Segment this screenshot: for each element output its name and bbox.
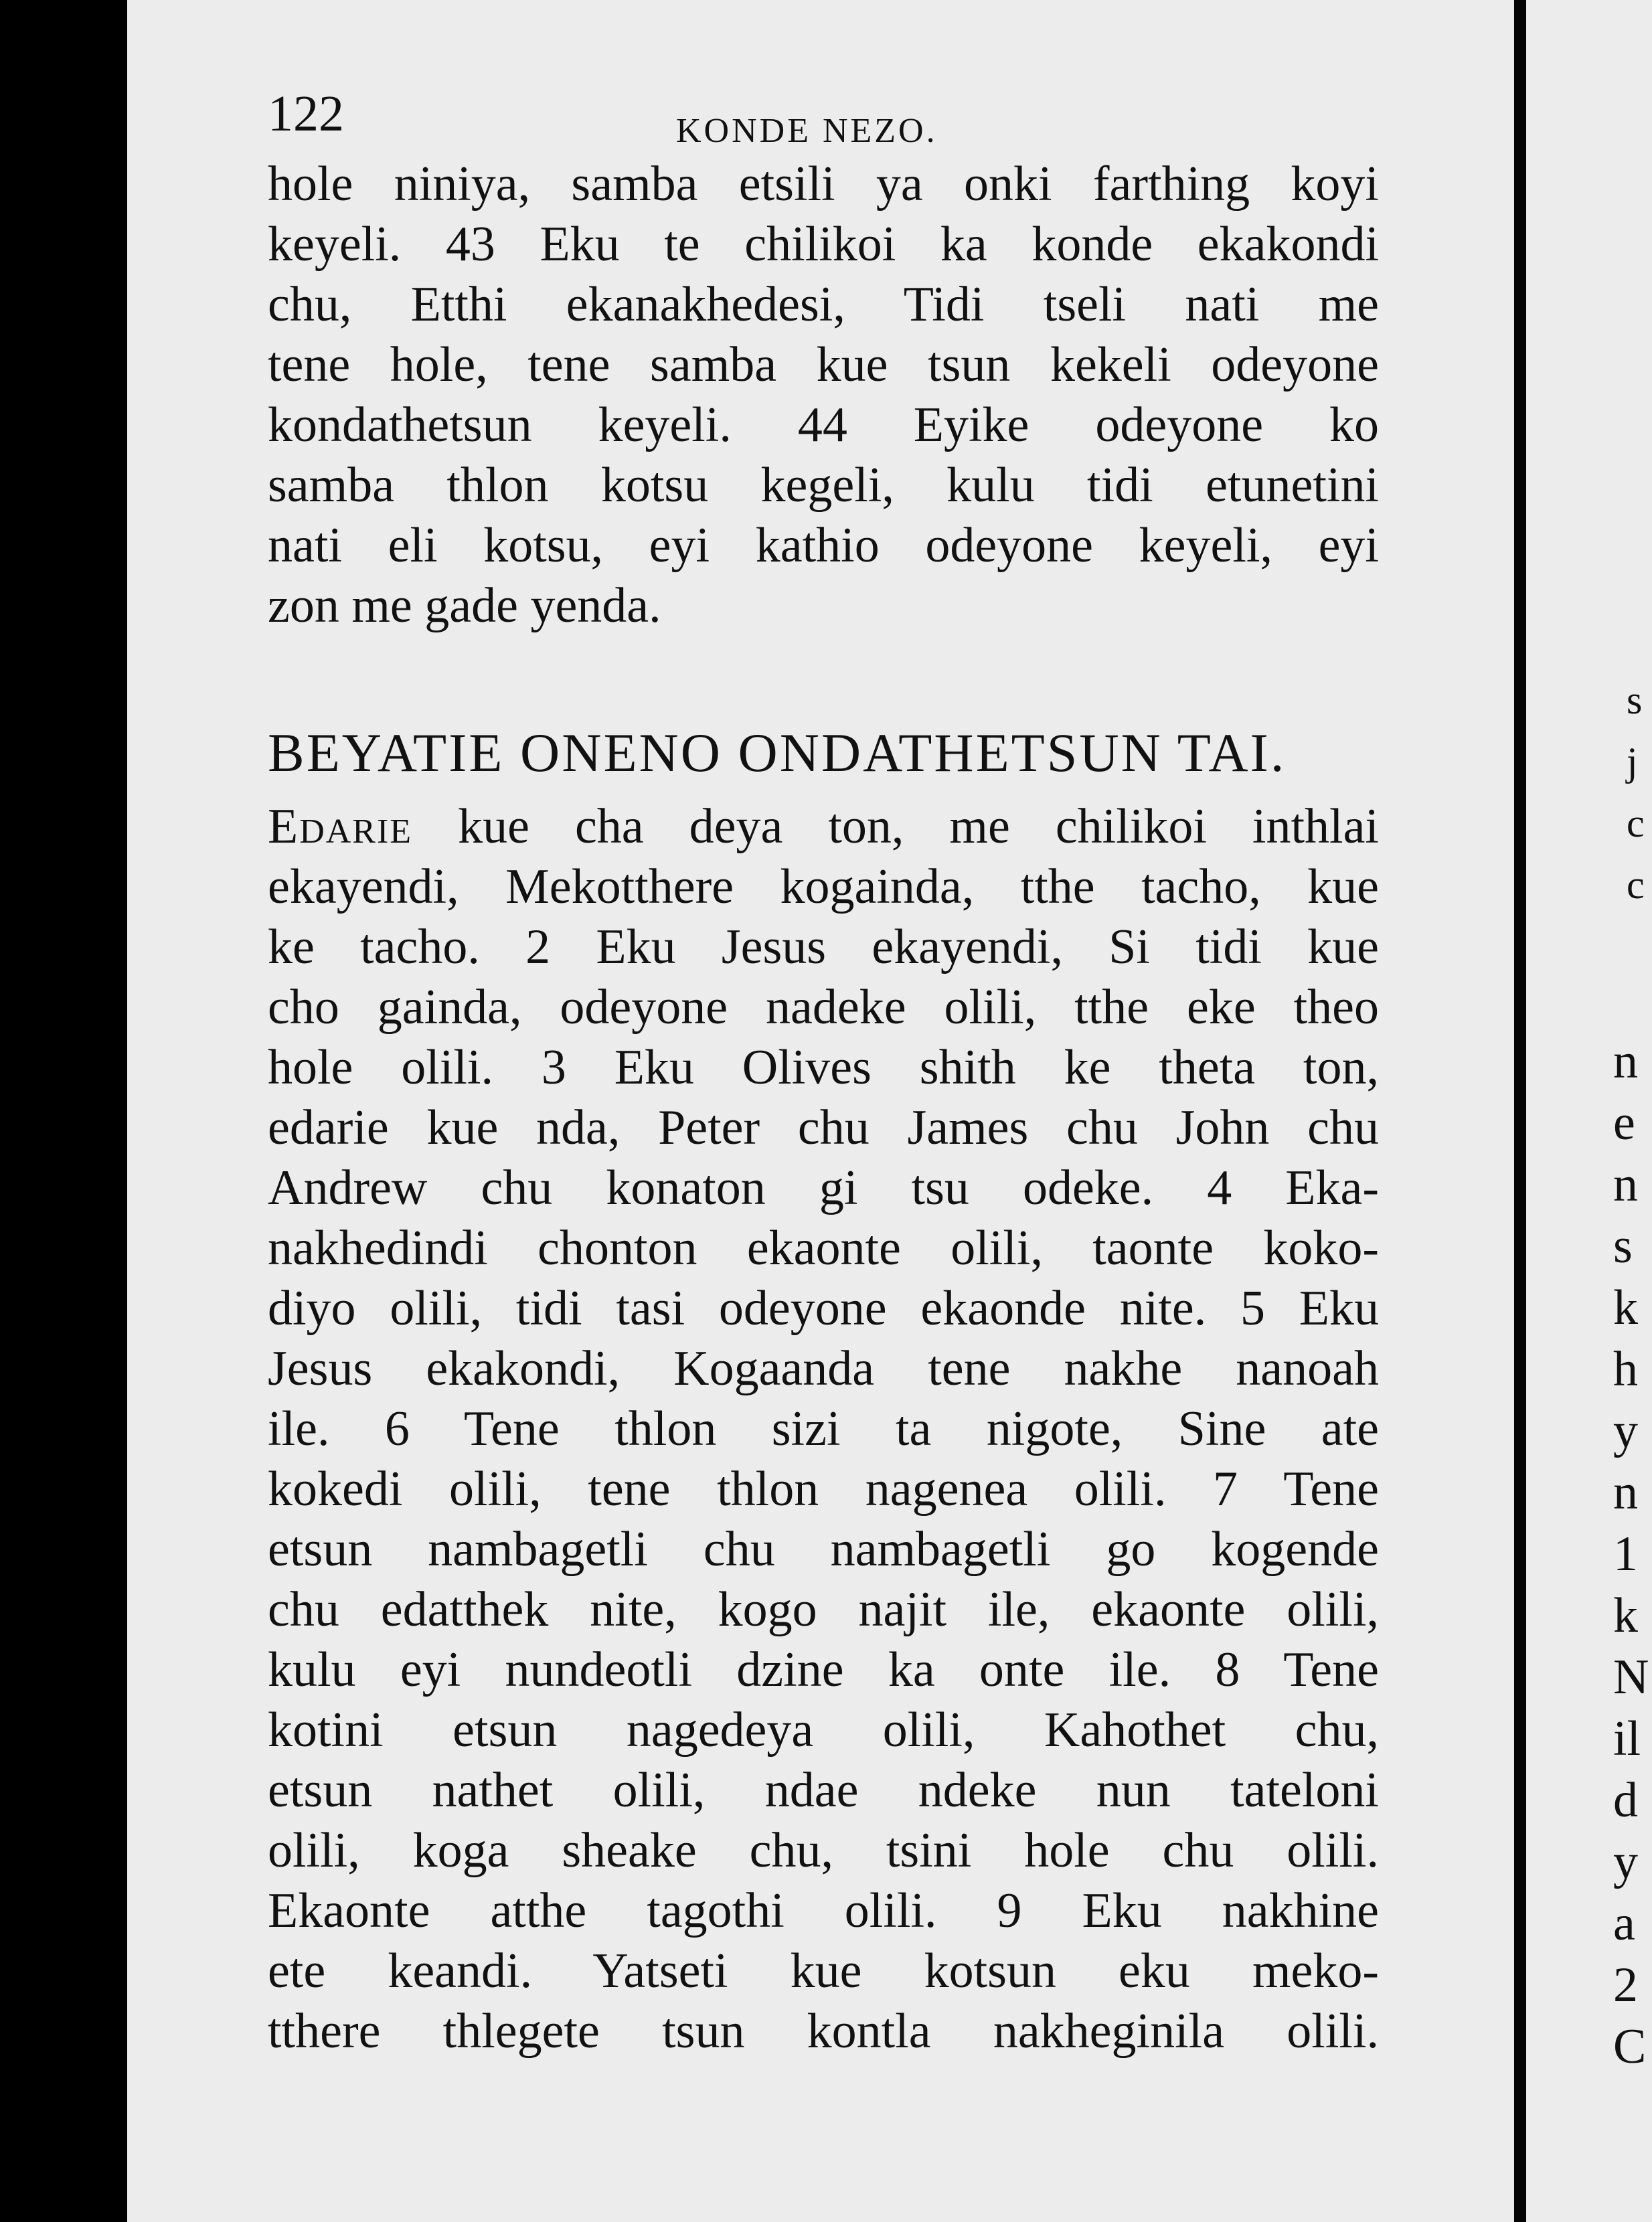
text-line: Ekaonte atthe tagothi olili. 9 Eku nakhine: [268, 1883, 1379, 1938]
fragment: il: [1613, 1711, 1641, 1766]
text-line: tene hole, tene samba kue tsun kekeli odeyone: [268, 337, 1379, 392]
section-title: BEYATIE ONENO ONDATHETSUN TAI.: [268, 722, 1287, 783]
fragment: n: [1613, 1465, 1638, 1520]
facing-page-fragments-lower: [1613, 1031, 1649, 2077]
text-line: ete keandi. Yatseti kue kotsun eku meko-: [268, 1944, 1379, 1998]
text-line: etsun nambagetli chu nambagetli go kogende: [268, 1522, 1379, 1577]
fragment: a: [1613, 1896, 1635, 1951]
paragraph-continued: [268, 154, 1379, 636]
facing-page-edge: [1526, 0, 1652, 2222]
fragment: s: [1627, 678, 1643, 722]
text-line: ke tacho. 2 Eku Jesus ekayendi, Si tidi kue: [268, 920, 1379, 974]
book-page: [127, 0, 1526, 2222]
text-line: etsun nathet olili, ndae ndeke nun tateloni: [268, 1763, 1379, 1818]
running-title: KONDE NEZO.: [676, 112, 938, 150]
text-line: cho gainda, odeyone nadeke olili, tthe eke theo: [268, 980, 1379, 1035]
text-line: Jesus ekakondi, Kogaanda tene nakhe nanoah: [268, 1341, 1379, 1396]
text-line: olili, koga sheake chu, tsini hole chu olili.: [268, 1823, 1379, 1878]
fragment: k: [1613, 1588, 1638, 1643]
fragment: y: [1613, 1834, 1638, 1889]
text-line: kulu eyi nundeotli dzine ka onte ile. 8 Tene: [268, 1642, 1379, 1697]
fragment: h: [1613, 1342, 1638, 1397]
text-line: nakhedindi chonton ekaonte olili, taonte koko-: [268, 1221, 1379, 1276]
fragment: d: [1613, 1773, 1638, 1828]
text-line: kondathetsun keyeli. 44 Eyike odeyone ko: [268, 398, 1379, 452]
text-line: hole niniya, samba etsili ya onki farthing koyi: [268, 157, 1379, 211]
fragment: n: [1613, 1157, 1638, 1212]
page-content: [268, 74, 1379, 2061]
fragment: n: [1613, 1034, 1638, 1089]
fragment: c: [1627, 801, 1645, 845]
fragment: y: [1613, 1403, 1638, 1458]
fragment: C: [1613, 2019, 1647, 2074]
text-line: Andrew chu konaton gi tsu odeke. 4 Eka-: [268, 1161, 1379, 1215]
fragment: c: [1627, 863, 1645, 907]
paragraph-main: [268, 796, 1379, 2061]
page-header: [268, 74, 1379, 154]
scan-border-left: [0, 0, 127, 2222]
fragment: s: [1613, 1219, 1633, 1274]
fragment: N: [1613, 1650, 1649, 1705]
text-line-first: [268, 796, 1379, 857]
text-line: chu edatthek nite, kogo najit ile, ekaonte olili,: [268, 1582, 1379, 1637]
fragment: 2: [1613, 1958, 1638, 2013]
text-line: zon me gade yenda.: [268, 578, 661, 633]
drop-word: Edarie: [268, 799, 413, 854]
text-line: keyeli. 43 Eku te chilikoi ka konde ekakondi: [268, 217, 1379, 272]
fragment: e: [1613, 1096, 1635, 1150]
text-line: tthere thlegete tsun kontla nakheginila olili.: [268, 2004, 1379, 2059]
facing-page-fragments-upper: [1627, 669, 1645, 916]
text-line: hole olili. 3 Eku Olives shith ke theta ton,: [268, 1040, 1379, 1095]
text-line: kotini etsun nagedeya olili, Kahothet chu,: [268, 1703, 1379, 1758]
text-line: chu, Etthi ekanakhedesi, Tidi tseli nati me: [268, 277, 1379, 332]
fragment: k: [1613, 1280, 1638, 1335]
text-line: edarie kue nda, Peter chu James chu John chu: [268, 1100, 1379, 1155]
text-line: samba thlon kotsu kegeli, kulu tidi etunetini: [268, 458, 1379, 513]
text-line: ekayendi, Mekotthere kogainda, tthe tacho, kue: [268, 859, 1379, 914]
fragment: j: [1627, 740, 1638, 784]
text-line: ile. 6 Tene thlon sizi ta nigote, Sine ate: [268, 1401, 1379, 1456]
page-number: 122: [268, 86, 344, 142]
text-line: kokedi olili, tene thlon nagenea olili. 7 Tene: [268, 1462, 1379, 1517]
text-line: nati eli kotsu, eyi kathio odeyone keyeli, eyi: [268, 518, 1379, 573]
fragment: 1: [1613, 1527, 1638, 1582]
text-line: diyo olili, tidi tasi odeyone ekaonde nite. 5 Eku: [268, 1281, 1379, 1336]
first-line-rest: kue cha deya ton, me chilikoi inthlai: [412, 799, 1379, 854]
